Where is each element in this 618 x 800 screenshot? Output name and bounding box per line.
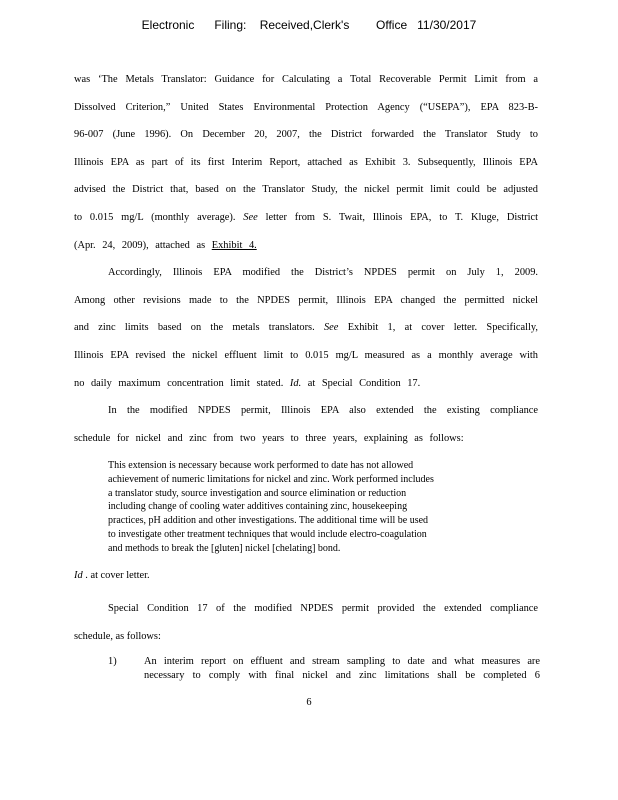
page-number: 6 bbox=[306, 697, 312, 708]
list-line: An interim report on effluent and stream sampling to date and what measures are bbox=[144, 656, 540, 667]
text-segment: (Apr. 24, 2009), attached as bbox=[74, 239, 206, 251]
list-marker: 1) bbox=[108, 656, 117, 667]
text-line-see bbox=[74, 314, 538, 342]
electronic-filing-header: Electronic Filing: Received,Clerk's Office 11/30/2017 bbox=[141, 18, 477, 32]
quote-line: to investigate other treatment techniques that would include electro-coagulation bbox=[108, 528, 427, 540]
list-line: necessary to comply with final nickel and zinc limitations shall be completed 6 bbox=[144, 670, 540, 681]
id-citation bbox=[74, 570, 150, 581]
id-signal: Id. bbox=[289, 377, 302, 389]
quote-line: This extension is necessary because work performed to date has not allowed bbox=[108, 460, 414, 471]
id-signal: Id bbox=[74, 570, 83, 581]
text-line: Special Condition 17 of the modified NPDES permit provided the extended compliance bbox=[108, 603, 538, 614]
text-line-exhibit bbox=[74, 232, 538, 260]
see-signal: See bbox=[323, 322, 339, 334]
text-line: In the modified NPDES permit, Illinois EPA also extended the existing compliance bbox=[108, 405, 538, 417]
paragraph-modified-permit bbox=[74, 397, 538, 452]
id-citation-text: . at cover letter. bbox=[85, 570, 150, 581]
quote-line: achievement of numeric limitations for nickel and zinc. Work performed includes bbox=[108, 473, 434, 485]
quote-line: practices, pH addition and other investigations. The additional time will be used bbox=[108, 515, 429, 527]
text-segment: at Special Condition 17. bbox=[307, 377, 421, 389]
text-line: schedule, as follows: bbox=[74, 630, 161, 642]
quote-line: including change of cooling water additives containing zinc, housekeeping bbox=[108, 501, 408, 513]
text-line: Illinois EPA revised the nickel effluent limit to 0.015 mg/L measured as a monthly average with bbox=[74, 349, 538, 361]
text-line: 96-007 (June 1996). On December 20, 2007, the District forwarded the Translator Study to bbox=[74, 129, 538, 141]
text-segment: Exhibit 1, at cover letter. Specifically, bbox=[347, 322, 538, 334]
quote-line: and methods to break the [gluten] nickel [chelating] bond. bbox=[108, 542, 341, 554]
see-signal: See bbox=[243, 211, 258, 223]
paragraph-accordingly bbox=[74, 259, 538, 397]
paragraph-special-condition bbox=[74, 595, 538, 650]
text-segment: no daily maximum concentration limit stated. bbox=[74, 377, 284, 389]
text-line: was ‘The Metals Translator: Guidance for Calculating a Total Recoverable Permit Limit from a bbox=[74, 74, 538, 85]
text-line: advised the District that, based on the Translator Study, the nickel permit limit could be adjusted bbox=[74, 184, 538, 196]
text-line-id bbox=[74, 370, 538, 398]
list-item-text bbox=[144, 655, 540, 683]
body-text bbox=[74, 66, 538, 452]
text-segment: letter from S. Twait, Illinois EPA, to T. Kluge, District bbox=[265, 211, 538, 223]
text-line: Dissolved Criterion,” United States Environmental Protection Agency (“USEPA”), EPA 823-B- bbox=[74, 101, 538, 113]
block-quote bbox=[108, 459, 504, 556]
quote-line: a translator study, source investigation and source elimination or reduction bbox=[108, 487, 407, 499]
text-line: schedule for nickel and zinc from two years to three years, explaining as follows: bbox=[74, 432, 464, 444]
text-segment: and zinc limits based on the metals translators. bbox=[74, 322, 315, 334]
text-line: Accordingly, Illinois EPA modified the District’s NPDES permit on July 1, 2009. bbox=[108, 267, 538, 279]
paragraph-translator bbox=[74, 66, 538, 259]
text-line: Illinois EPA as part of its first Interim Report, attached as Exhibit 3. Subsequently, Illinois EPA bbox=[74, 156, 538, 168]
exhibit-4-link: Exhibit 4. bbox=[211, 239, 257, 251]
text-line-see bbox=[74, 204, 538, 232]
text-line: Among other revisions made to the NPDES permit, Illinois EPA changed the permitted nickel bbox=[74, 294, 538, 306]
text-segment: to 0.015 mg/L (monthly average). bbox=[74, 211, 236, 223]
